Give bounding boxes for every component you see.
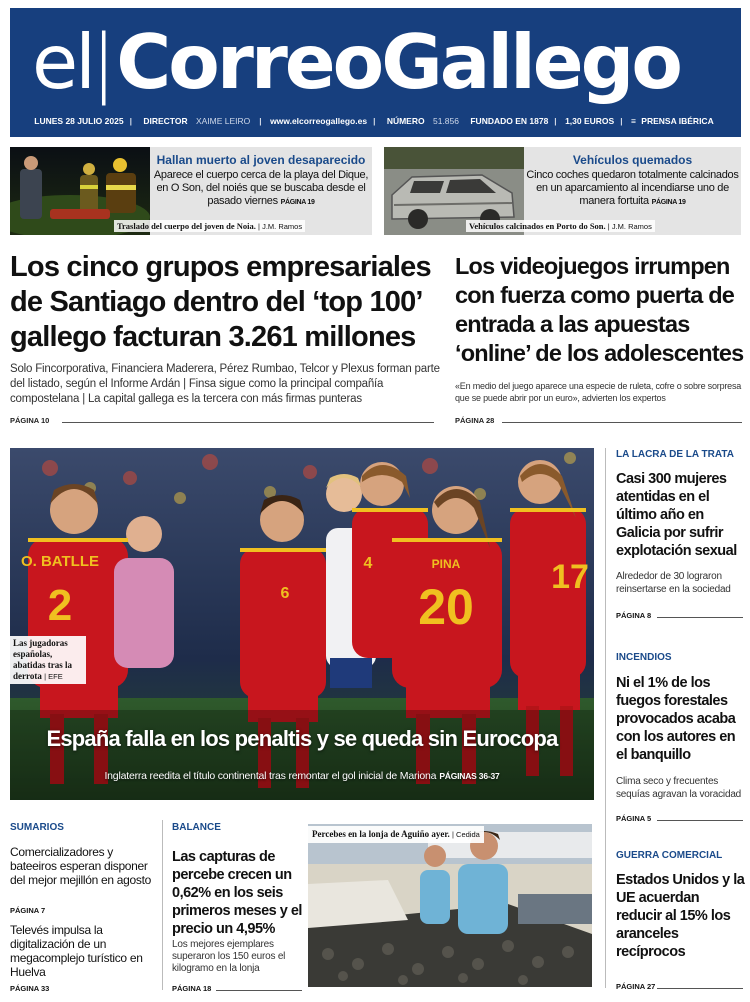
newspaper-logo[interactable] (32, 10, 680, 114)
balance-page: PÁGINA 18 (172, 984, 212, 993)
logo-gallego: Gallego (381, 18, 680, 106)
story-page-trata: PÁGINA 8 (616, 611, 652, 620)
group-logo: ≡ PRENSA IBÉRICA (630, 116, 714, 126)
percebes-photo[interactable] (308, 824, 592, 987)
number-value: 51.856 (432, 116, 459, 126)
main-photo[interactable] (10, 448, 594, 800)
group-name: PRENSA IBÉRICA (641, 116, 714, 126)
shirt-name-pina: PINA (431, 557, 461, 571)
section-label-balance: BALANCE (172, 822, 221, 833)
shirt-name-batlle: O. BATLLE (20, 553, 100, 570)
story-title-incendios[interactable]: Ni el 1% de los fuegos forestales provocados acaba con los autores en el banquillo (616, 675, 736, 763)
sumario-page: PÁGINA 7 (10, 906, 46, 915)
teaser-burned-cars[interactable] (384, 147, 741, 235)
story-sub-trata: Alrededor de 30 lograron reinsertarse en la sociedad (616, 571, 731, 595)
teaser-missing-youth[interactable] (10, 147, 372, 235)
caption-text: Las jugadoras españolas, abatidas tras la derrota (13, 638, 73, 681)
logo-el: el (32, 18, 93, 106)
section-label-incendios: INCENDIOS (616, 652, 672, 663)
teaser-title: Vehículos quemados (572, 153, 693, 167)
page-rule (657, 617, 743, 618)
shirt-number-4: 4 (363, 555, 373, 572)
story-page-guerra: PÁGINA 27 (616, 982, 656, 991)
caption-credit: J.M. Ramos (611, 222, 652, 231)
separator: | (373, 116, 376, 126)
story-title-guerra[interactable]: Estados Unidos y la UE acuerdan reducir al 15% los aranceles recíprocos (616, 872, 745, 960)
shirt-number-6: 6 (280, 585, 290, 602)
caption-credit: J.M. Ramos (262, 222, 303, 231)
story-title-trata[interactable]: Casi 300 mujeres atentidas en el último año en Galicia por sufrir explotación sexual (616, 471, 737, 559)
lead-headline[interactable]: Los cinco grupos empresariales de Santiago dentro del ‘top 100’ gallego facturan 3.261 millones (10, 251, 431, 353)
second-page: PÁGINA 28 (455, 416, 495, 425)
photo-headline[interactable]: España falla en los penaltis y se queda sin Eurocopa (46, 726, 558, 751)
caption-text: Vehículos calcinados en Porto do Son. (469, 221, 606, 231)
second-summary: «En medio del juego aparece una especie de ruleta, cofre o sobre sorpresa que se puede abrir por un euro», advierten los expertos (455, 381, 742, 403)
teaser-page: PÁGINA 19 (651, 199, 686, 206)
column-divider (605, 448, 606, 988)
shirt-number-20: 20 (418, 579, 474, 635)
lead-page: PÁGINA 10 (10, 416, 50, 425)
number-label: NÚMERO (386, 116, 425, 126)
separator: | (554, 116, 557, 126)
photo-page: PÁGINAS 36-37 (439, 771, 500, 781)
director (140, 116, 253, 126)
separator: | (129, 116, 132, 126)
teaser-body-text: Aparece el cuerpo cerca de la playa del Dique, en O Son, del noiés que se buscaba desde el pasado viernes (153, 169, 369, 207)
caption-text: Traslado del cuerpo del joven de Noia. (117, 221, 256, 231)
page-rule (657, 988, 743, 989)
caption-credit: EFE (48, 672, 63, 681)
story-sub-incendios: Clima seco y frecuentes sequías agravan la voracidad (616, 776, 742, 800)
photo-subheadline (10, 770, 594, 782)
director-name: XAIME LEIRO (195, 116, 251, 126)
separator: | (620, 116, 623, 126)
balance-title[interactable]: Las capturas de percebe crecen un 0,62% en los seis primeros meses y el precio un 4,95% (172, 849, 302, 937)
shirt-number-2: 2 (47, 581, 73, 630)
page-rule (502, 422, 742, 423)
page-rule (657, 820, 743, 821)
teaser-text (524, 153, 741, 209)
website-link[interactable]: www.elcorreogallego.es (270, 116, 368, 126)
section-label-sumarios: SUMARIOS (10, 822, 64, 833)
sumario-page: PÁGINA 33 (10, 984, 50, 993)
caption-text: Percebes en la lonja de Aguiño ayer. (312, 829, 450, 839)
masthead (10, 8, 741, 137)
sumario-item-mejillon[interactable]: Comercializadores y bateeiros esperan disponer del mejor mejillón en agosto (10, 845, 152, 887)
story-page-incendios: PÁGINA 5 (616, 814, 652, 823)
director-label: DIRECTOR (143, 116, 188, 126)
caption-credit: Cedida (456, 830, 480, 839)
teaser-page: PÁGINA 19 (280, 199, 315, 206)
percebes-caption: Percebes en la lonja de Aguiño ayer. | Cedida (308, 826, 484, 843)
main-photo-caption: Las jugadoras españolas, abatidas tras la derrota | EFE (10, 636, 86, 684)
section-label-guerra: GUERRA COMERCIAL (616, 850, 723, 861)
masthead-infobar (10, 116, 741, 126)
logo-correo: Correo (116, 18, 382, 106)
founded: FUNDADO EN 1878 (470, 116, 549, 126)
fish-market-illustration (308, 824, 592, 987)
shirt-number-17: 17 (551, 558, 589, 596)
sumario-item-televes[interactable]: Televés impulsa la digitalización de un megacomplejo turístico en Huelva (10, 923, 143, 979)
issue-number (384, 116, 462, 126)
teaser-body (150, 169, 372, 209)
lead-summary: Solo Fincorporativa, Financiera Maderera, Pérez Rumbao, Telcor y Plexus forman parte del listado, según el Informe Ardán | Finsa sigue como la principal compañía compostelana | La capital gallega es la tercera con más firmas punteras (10, 363, 440, 405)
issue-date: LUNES 28 JULIO 2025 (34, 116, 124, 126)
photo-sub-text: Inglaterra reedita el título continental tras remontar el gol inicial de Mariona (104, 770, 437, 782)
teaser-body-text: Cinco coches quedaron totalmente calcinados en un aparcamiento al incendiarse uno de manera fortuita (526, 169, 739, 207)
page-rule (216, 990, 302, 991)
teaser-photo-caption: Vehículos calcinados en Porto do Son. | J.M. Ramos (466, 220, 655, 232)
balance-sub: Los mejores ejemplares superaron los 150 euros el kilogramo en la lonja (172, 939, 286, 974)
section-label-trata: LA LACRA DE LA TRATA (616, 449, 734, 460)
page-rule (62, 422, 434, 423)
teaser-body (524, 169, 741, 209)
logo-bar: | (90, 18, 114, 106)
second-headline[interactable]: Los videojuegos irrumpen con fuerza como puerta de entrada a las apuestas ‘online’ de los adolescentes (455, 253, 744, 366)
column-divider (162, 820, 163, 990)
separator: | (259, 116, 262, 126)
teaser-text (150, 153, 372, 209)
teaser-title: Hallan muerto al joven desaparecido (156, 153, 366, 167)
teaser-photo-caption: Traslado del cuerpo del joven de Noia. | J.M. Ramos (114, 220, 305, 232)
price: 1,30 EUROS (565, 116, 615, 126)
